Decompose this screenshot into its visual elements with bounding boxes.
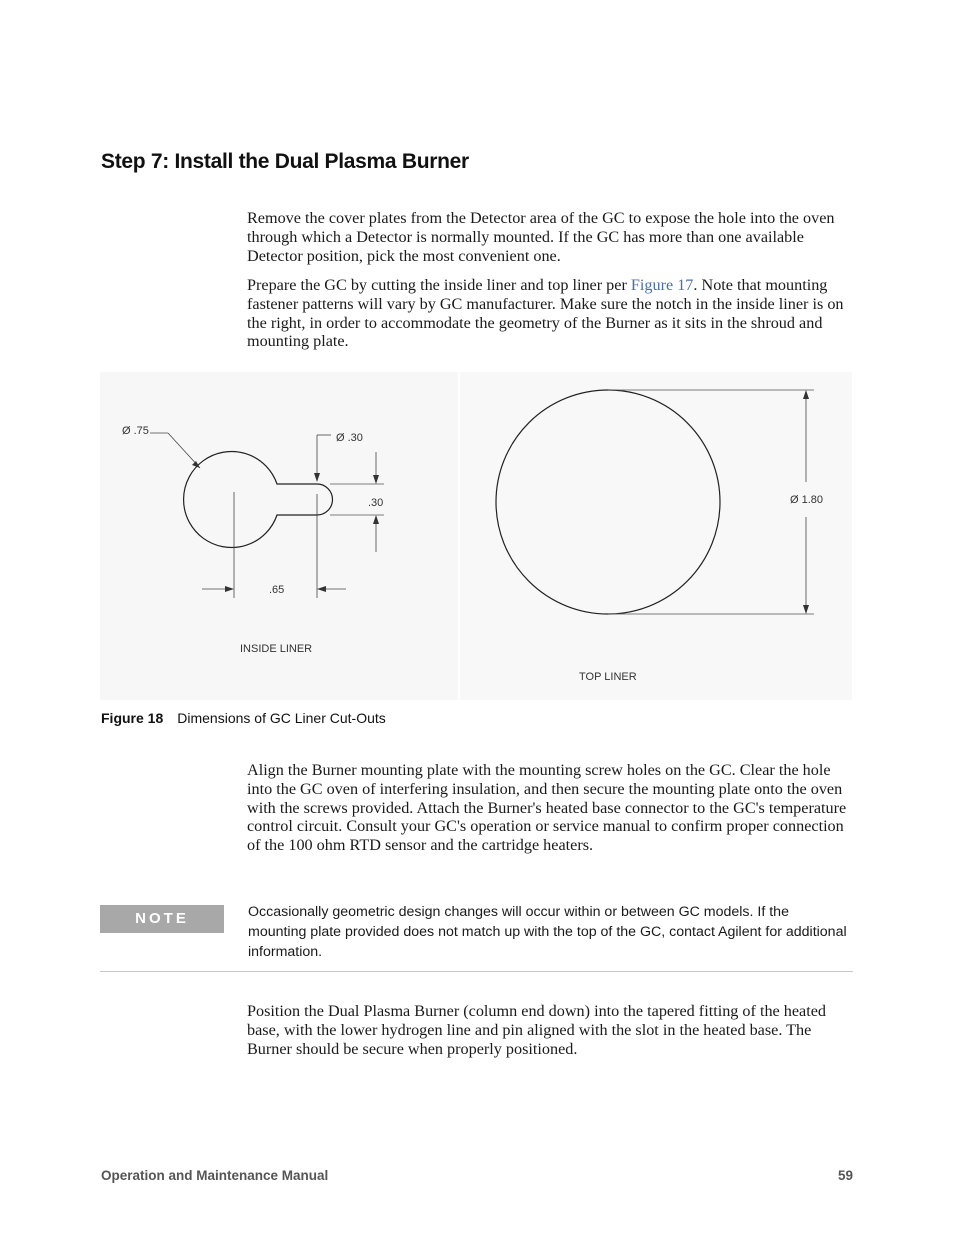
liner-cutout-figure (100, 372, 852, 700)
dia-notch-label: Ø .30 (336, 432, 363, 444)
note-divider (100, 971, 853, 972)
paragraph-prepare-gc-text-end: . Note that mounting fastener patterns will vary by GC manufacturer. Make sure the notch in the inside liner is on the right, in order to accommodate the geometry of the Burner as it sits in the shroud and mounting plate. (247, 276, 844, 351)
figure-number: Figure 18 (101, 710, 164, 726)
paragraph-prepare-gc-text-start: Prepare the GC by cutting the inside liner and top liner per (247, 276, 631, 294)
section-title: Step 7: Install the Dual Plasma Burner (101, 150, 469, 173)
inside-liner-label: INSIDE LINER (240, 643, 313, 655)
top-liner-diameter-label: Ø 1.80 (790, 494, 824, 506)
paragraph-align-mounting-plate: Align the Burner mounting plate with the mounting screw holes on the GC. Clear the hole into the GC oven of interfering insulation, and then secure the mounting plate onto the oven with the screws provided. Attach the Burner's heated base connector to the GC's temperature control circuit. Consult your GC's operation or service manual to confirm proper connection of the 100 ohm RTD sensor and the cartridge heaters. (247, 761, 847, 855)
notch-offset-label: .65 (269, 584, 285, 596)
paragraph-position-burner: Position the Dual Plasma Burner (column end down) into the tapered fitting of the heated base, with the lower hydrogen line and pin aligned with the slot in the heated base. The Burner should be secure when properly positioned. (247, 1002, 827, 1058)
footer-manual-title: Operation and Maintenance Manual (101, 1168, 329, 1183)
figure-caption-text: Dimensions of GC Liner Cut-Outs (177, 710, 386, 726)
top-liner-label: TOP LINER (579, 671, 637, 683)
footer-page-number: 59 (837, 1168, 853, 1183)
figure-caption (101, 710, 386, 726)
paragraph-prepare-gc (247, 276, 857, 351)
notch-height-label: .30 (368, 497, 384, 509)
paragraph-remove-cover-plates: Remove the cover plates from the Detector area of the GC to expose the hole into the oven through which a Detector is normally mounted. If the GC has more than one available Detector position, pick the most convenient one. (247, 209, 835, 265)
note-text: Occasionally geometric design changes will occur within or between GC models. If the mounting plate provided does not match up with the top of the GC, contact Agilent for additional information. (248, 904, 847, 960)
liner-cutout-drawing (100, 372, 852, 700)
dia-large-label: Ø .75 (122, 425, 149, 437)
note-badge: NOTE (100, 905, 224, 933)
top-liner-panel (460, 372, 852, 700)
figure-17-link[interactable]: Figure 17 (630, 276, 694, 294)
